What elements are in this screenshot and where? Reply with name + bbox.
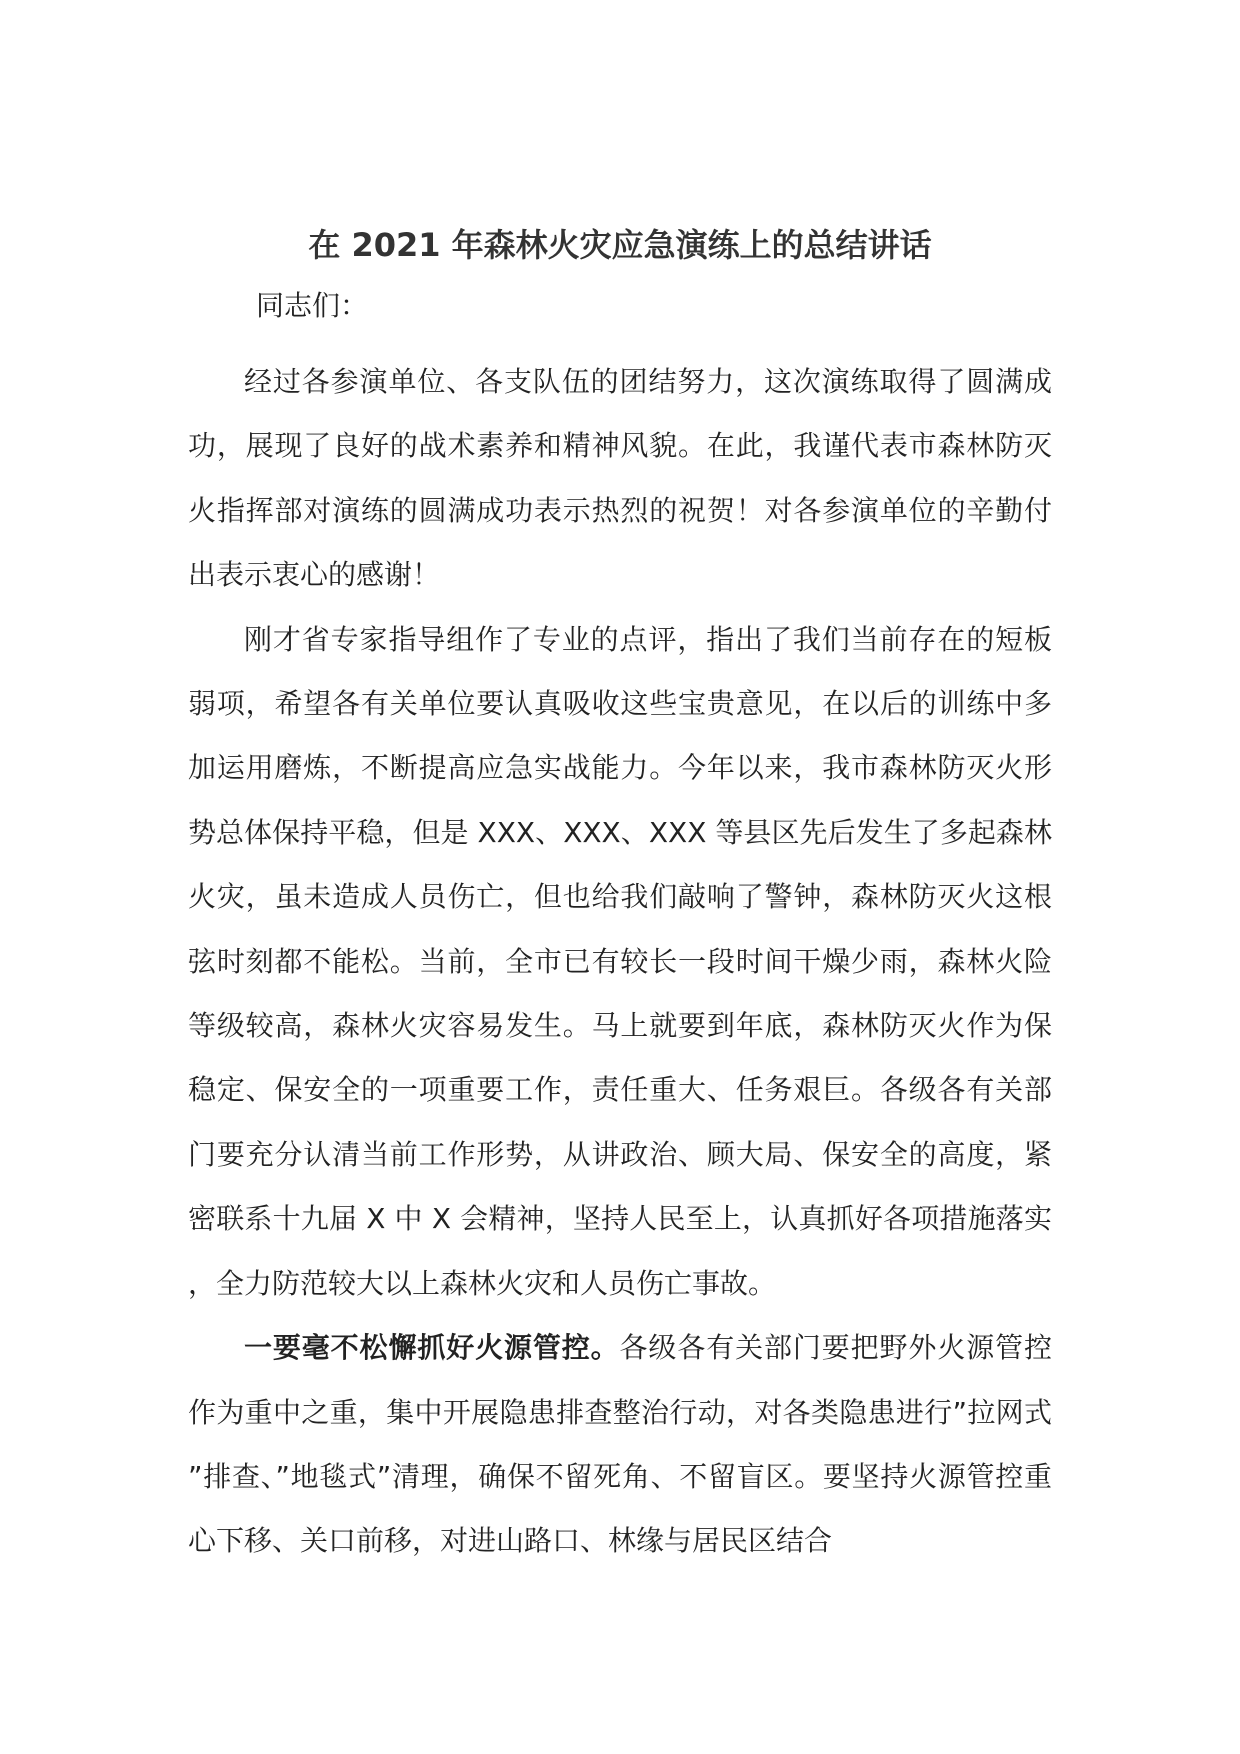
- paragraph-1: 经过各参演单位、各支队伍的团结努力，这次演练取得了圆满成功，展现了良好的战术素养和精神风貌。在此，我谨代表市森林防灭火指挥部对演练的圆满成功表示热烈的祝贺！对各参演单位的辛勤付出表示衷心的感谢！: [188, 365, 1052, 592]
- document-body: [188, 350, 1052, 1574]
- section-heading: 一要毫不松懈抓好火源管控。: [244, 1331, 620, 1365]
- salutation: 同志们：: [256, 289, 369, 322]
- document-title: 在 2021 年森林火灾应急演练上的总结讲话: [308, 226, 932, 265]
- section-text: 各级各有关部门要把野外火源管控作为重中之重，集中开展隐患排查整治行动，对各类隐患进行”拉网式”排查、”地毯式”清理，确保不留死角、不留盲区。要坚持火源管控重心下移、关口前移，对进山路口、林缘与居民区结合: [188, 1331, 1052, 1558]
- paragraph-2: 刚才省专家指导组作了专业的点评，指出了我们当前存在的短板弱项，希望各有关单位要认真吸收这些宝贵意见，在以后的训练中多加运用磨炼，不断提高应急实战能力。今年以来，我市森林防灭火形势总体保持平稳，但是 XXX、XXX、XXX 等县区先后发生了多起森林火灾，虽未造成人员伤亡，但也给我们敲响了警钟，森林防灭火这根弦时刻都不能松。当前，全市已有较长一段时间干燥少雨，森林火险等级较高，森林火灾容易发生。马上就要到年底，森林防灭火作为保稳定、保安全的一项重要工作，责任重大、任务艰巨。各级各有关部门要充分认清当前工作形势，从讲政治、顾大局、保安全的高度，紧密联系十九届 X 中 X 会精神，坚持人民至上，认真抓好各项措施落实，全力防范较大以上森林火灾和人员伤亡事故。: [188, 622, 1052, 1300]
- paragraph-3: [188, 1316, 1052, 1574]
